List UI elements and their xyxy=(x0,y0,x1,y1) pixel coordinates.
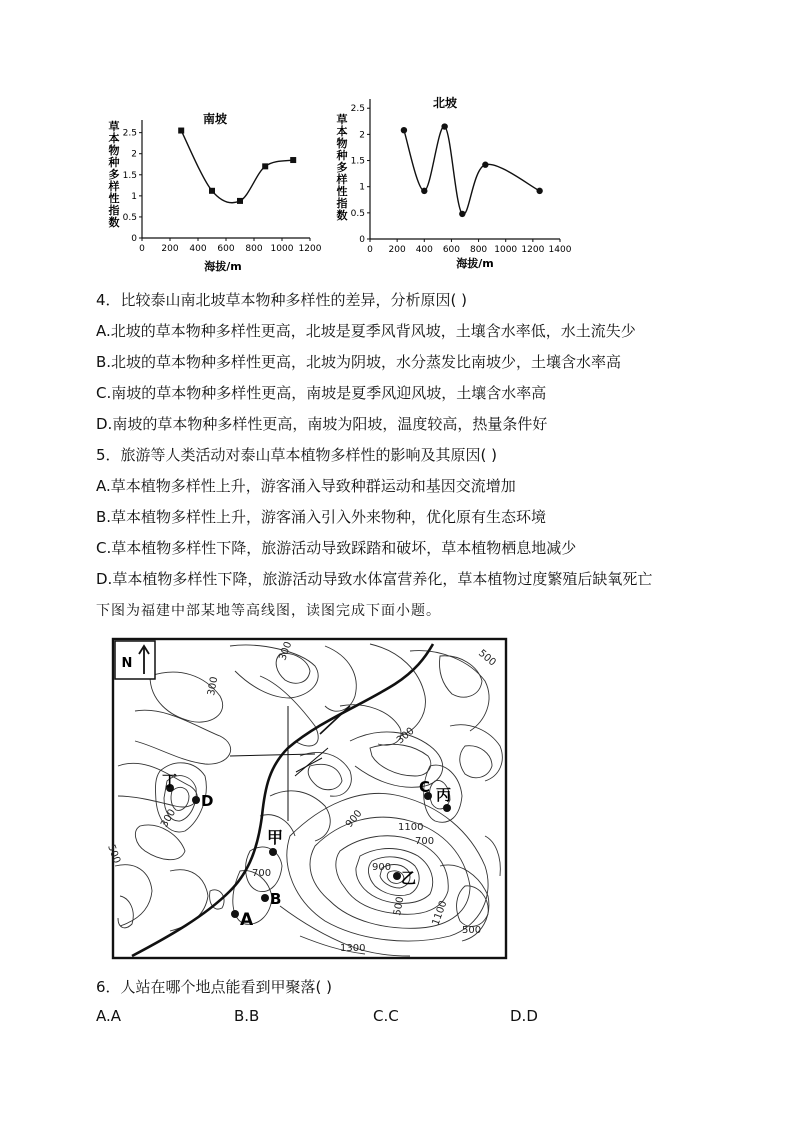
data-point xyxy=(209,188,215,194)
point-a-label: A xyxy=(240,910,254,930)
contour-label: 500 xyxy=(462,925,482,936)
ylabel-char: 种 xyxy=(336,149,348,162)
q5-stem: 5．旅游等人类活动对泰山草本植物多样性的影响及其原因( ) xyxy=(96,446,498,464)
contour-label: 900 xyxy=(372,862,392,873)
x-tick-label: 1200 xyxy=(298,244,322,254)
y-tick-label: 1 xyxy=(359,182,365,193)
svg-text:草本物种多样性指数 xyxy=(108,119,120,229)
q4-option-b: B.北坡的草本物种多样性更高，北坡为阴坡，水分蒸发比南坡少，土壤含水率高 xyxy=(96,353,622,371)
q4-option-a: A.北坡的草本物种多样性更高，北坡是夏季风背风坡，土壤含水率低，水土流失少 xyxy=(96,322,636,340)
q6-option-a: A.A xyxy=(96,1007,122,1025)
point-bing-label: 丙 xyxy=(436,786,452,804)
contour-label: 1100 xyxy=(398,822,424,833)
q6-stem: 6．人站在哪个地点能看到甲聚落( ) xyxy=(96,978,333,996)
data-point xyxy=(178,128,184,134)
contour-map xyxy=(105,636,510,962)
x-tick-label: 600 xyxy=(217,244,235,254)
point-ding-label: 丁 xyxy=(162,772,178,790)
contour-label: 300 xyxy=(394,725,417,747)
point-b-label: B xyxy=(270,890,282,908)
data-point xyxy=(459,211,465,217)
x-tick-label: 1400 xyxy=(548,245,572,255)
north-series-line xyxy=(404,126,540,214)
data-point xyxy=(262,163,268,169)
ylabel-char: 样 xyxy=(108,180,120,193)
x-tick-label: 0 xyxy=(139,244,145,254)
ylabel-char: 物 xyxy=(108,144,120,157)
q5-option-b: B.草本植物多样性上升，游客涌入引入外来物种，优化原有生态环境 xyxy=(96,508,547,526)
ylabel-char: 本 xyxy=(336,125,348,138)
contour-label: 700 xyxy=(415,836,435,847)
point-yi-label: 乙 xyxy=(401,869,417,887)
south-slope-chart xyxy=(100,100,325,278)
contour-label: 300 xyxy=(277,640,295,663)
north-slope-chart xyxy=(330,93,570,278)
north-chart-title: 北坡 xyxy=(432,96,458,110)
point-jia-marker xyxy=(269,848,277,856)
south-chart-title: 南坡 xyxy=(202,112,228,126)
q6-option-d: D.D xyxy=(510,1007,538,1025)
y-tick-label: 2.5 xyxy=(350,104,365,115)
x-tick-label: 0 xyxy=(367,245,373,255)
ylabel-char: 数 xyxy=(108,216,120,229)
y-tick-label: 2 xyxy=(359,130,365,141)
south-ylabel xyxy=(108,119,120,229)
x-tick-label: 600 xyxy=(442,245,461,255)
y-tick-label: 2.5 xyxy=(122,128,137,139)
y-tick-label: 0 xyxy=(359,235,365,245)
contour-label: 1300 xyxy=(340,943,366,954)
point-jia-label: 甲 xyxy=(267,828,284,847)
ylabel-char: 性 xyxy=(336,185,348,198)
q4-stem: 4．比较泰山南北坡草本物种多样性的差异，分析原因( ) xyxy=(96,291,468,309)
x-tick-label: 200 xyxy=(161,244,179,254)
point-d-label: D xyxy=(201,792,214,810)
y-tick-label: 0.5 xyxy=(350,208,365,219)
point-d-marker xyxy=(192,796,200,804)
ylabel-char: 多 xyxy=(336,161,348,174)
ylabel-char: 本 xyxy=(108,132,120,145)
map-intro: 下图为福建中部某地等高线图，读图完成下面小题。 xyxy=(96,603,441,619)
contour-label: 1100 xyxy=(430,899,450,928)
y-tick-label: 1.5 xyxy=(122,170,137,181)
ylabel-char: 物 xyxy=(336,137,348,150)
contour-label: 900 xyxy=(343,808,365,830)
q6-option-b: B.B xyxy=(234,1007,260,1025)
data-point xyxy=(482,162,488,168)
q5-option-d: D.草本植物多样性下降，旅游活动导致水体富营养化，草本植物过度繁殖后缺氧死亡 xyxy=(96,570,653,588)
data-point xyxy=(441,123,447,129)
north-ylabel xyxy=(336,112,348,222)
north-arrow xyxy=(115,641,155,679)
q6-option-c: C.C xyxy=(373,1007,399,1025)
x-tick-label: 1000 xyxy=(494,245,518,255)
data-point xyxy=(536,188,542,194)
y-tick-label: 0.5 xyxy=(122,212,137,223)
ylabel-char: 样 xyxy=(336,173,348,186)
x-tick-label: 800 xyxy=(245,244,263,254)
x-tick-label: 800 xyxy=(469,245,488,255)
x-tick-label: 400 xyxy=(189,244,207,254)
ylabel-char: 指 xyxy=(336,197,348,210)
south-xlabel: 海拔/m xyxy=(204,260,242,273)
point-b-marker xyxy=(261,894,269,902)
ylabel-char: 草 xyxy=(336,113,348,126)
data-point xyxy=(421,188,427,194)
x-tick-label: 1000 xyxy=(270,244,294,254)
y-tick-label: 2 xyxy=(131,149,137,160)
y-tick-label: 0 xyxy=(131,234,137,244)
x-tick-label: 200 xyxy=(388,245,406,255)
point-bing-marker xyxy=(443,804,451,812)
north-label: N xyxy=(121,656,133,671)
ylabel-char: 草 xyxy=(108,120,120,133)
x-tick-label: 400 xyxy=(415,245,433,255)
q5-option-a: A.草本植物多样性上升，游客涌入导致种群运动和基因交流增加 xyxy=(96,477,516,495)
contour-label: 300 xyxy=(206,675,221,697)
ylabel-char: 指 xyxy=(108,204,120,217)
data-point xyxy=(237,198,243,204)
data-point xyxy=(401,127,407,133)
ylabel-char: 性 xyxy=(108,192,120,205)
ylabel-char: 种 xyxy=(108,156,120,169)
contour-label: 500 xyxy=(476,647,498,669)
contour-label: 500 xyxy=(105,843,123,865)
y-tick-label: 1.5 xyxy=(350,156,365,167)
y-tick-label: 1 xyxy=(131,191,137,202)
ylabel-char: 数 xyxy=(336,209,348,222)
q5-option-c: C.草本植物多样性下降，旅游活动导致踩踏和破坏，草本植物栖息地减少 xyxy=(96,539,577,557)
point-yi-marker xyxy=(393,872,401,880)
q4-option-d: D.南坡的草本物种多样性更高，南坡为阳坡，温度较高，热量条件好 xyxy=(96,415,548,433)
contour-label: 300 xyxy=(159,807,179,830)
ylabel-char: 多 xyxy=(108,168,120,181)
data-point xyxy=(290,157,296,163)
svg-text:草本物种多样性指数 xyxy=(336,112,348,222)
south-series-line xyxy=(181,131,293,203)
contour-label: 500 xyxy=(392,895,407,917)
contour-label: 700 xyxy=(252,868,272,879)
point-c-label: C xyxy=(419,778,431,796)
north-xlabel: 海拔/m xyxy=(456,257,494,270)
point-a-marker xyxy=(231,910,239,918)
q4-option-c: C.南坡的草本物种多样性更高，南坡是夏季风迎风坡，土壤含水率高 xyxy=(96,384,547,402)
x-tick-label: 1200 xyxy=(521,245,545,255)
